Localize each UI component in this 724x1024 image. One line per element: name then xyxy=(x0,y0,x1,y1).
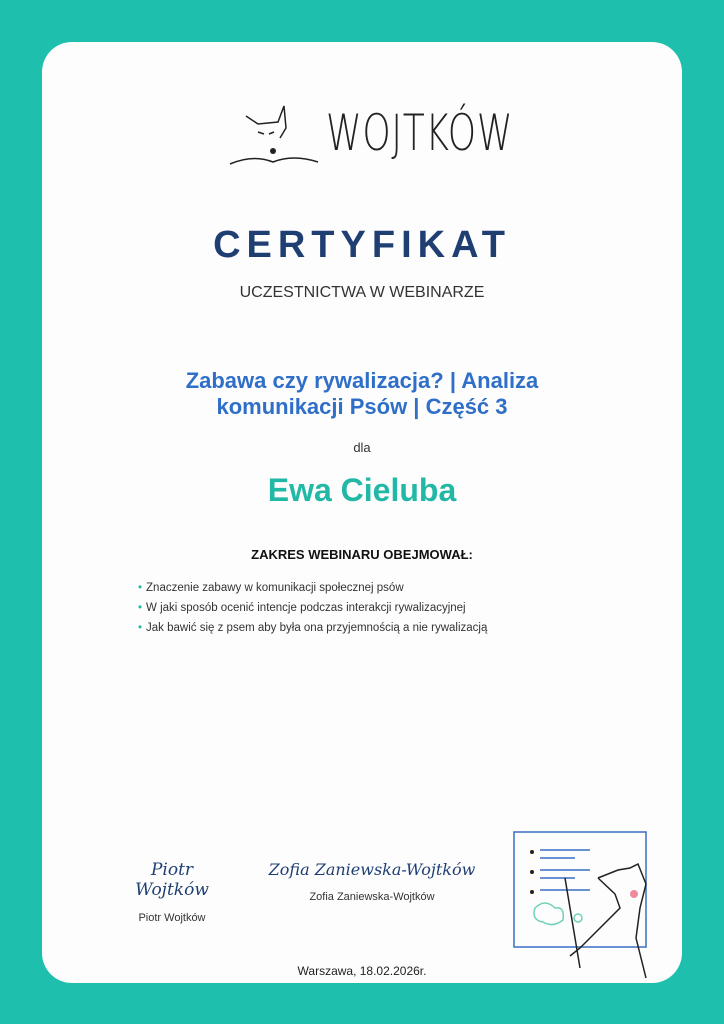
webinar-title-line: komunikacji Psów | Część 3 xyxy=(216,394,508,419)
dog-presenting-illustration-icon xyxy=(510,828,682,983)
list-item: • W jaki sposób ocenić intencje podczas interakcji rywalizacyjnej xyxy=(138,602,466,614)
scope-list xyxy=(138,578,487,638)
recipient-name: Ewa Cieluba xyxy=(267,472,457,508)
list-item: • Znaczenie zabawy w komunikacji społecznej psów xyxy=(138,582,404,594)
list-item: • Jak bawić się z psem aby była ona przyjemnością a nie rywalizacją xyxy=(138,622,488,634)
certificate-card xyxy=(42,42,682,983)
place-date: Warszawa, 18.02.2026r. xyxy=(297,964,427,978)
signature: Zofia Zaniewska-Wojtków xyxy=(268,860,476,879)
signature: Piotr Wojtków xyxy=(135,860,209,900)
signature-block xyxy=(112,860,232,924)
webinar-title-line: Zabawa czy rywalizacja? | Analiza xyxy=(185,368,539,393)
for-label: dla xyxy=(353,440,371,455)
brand-logo-text: WOJTKÓW xyxy=(326,104,514,162)
certificate-title: CERTYFIKAT xyxy=(213,224,511,266)
certificate-subtitle: UCZESTNICTWA W WEBINARZE xyxy=(239,284,485,301)
scope-heading: ZAKRES WEBINARU OBEJMOWAŁ: xyxy=(251,547,473,562)
signature-block xyxy=(252,860,492,903)
signer-name: Piotr Wojtków xyxy=(138,912,206,924)
signer-name: Zofia Zaniewska-Wojtków xyxy=(309,891,435,903)
dog-logo-icon xyxy=(228,102,324,168)
webinar-title xyxy=(122,368,602,420)
